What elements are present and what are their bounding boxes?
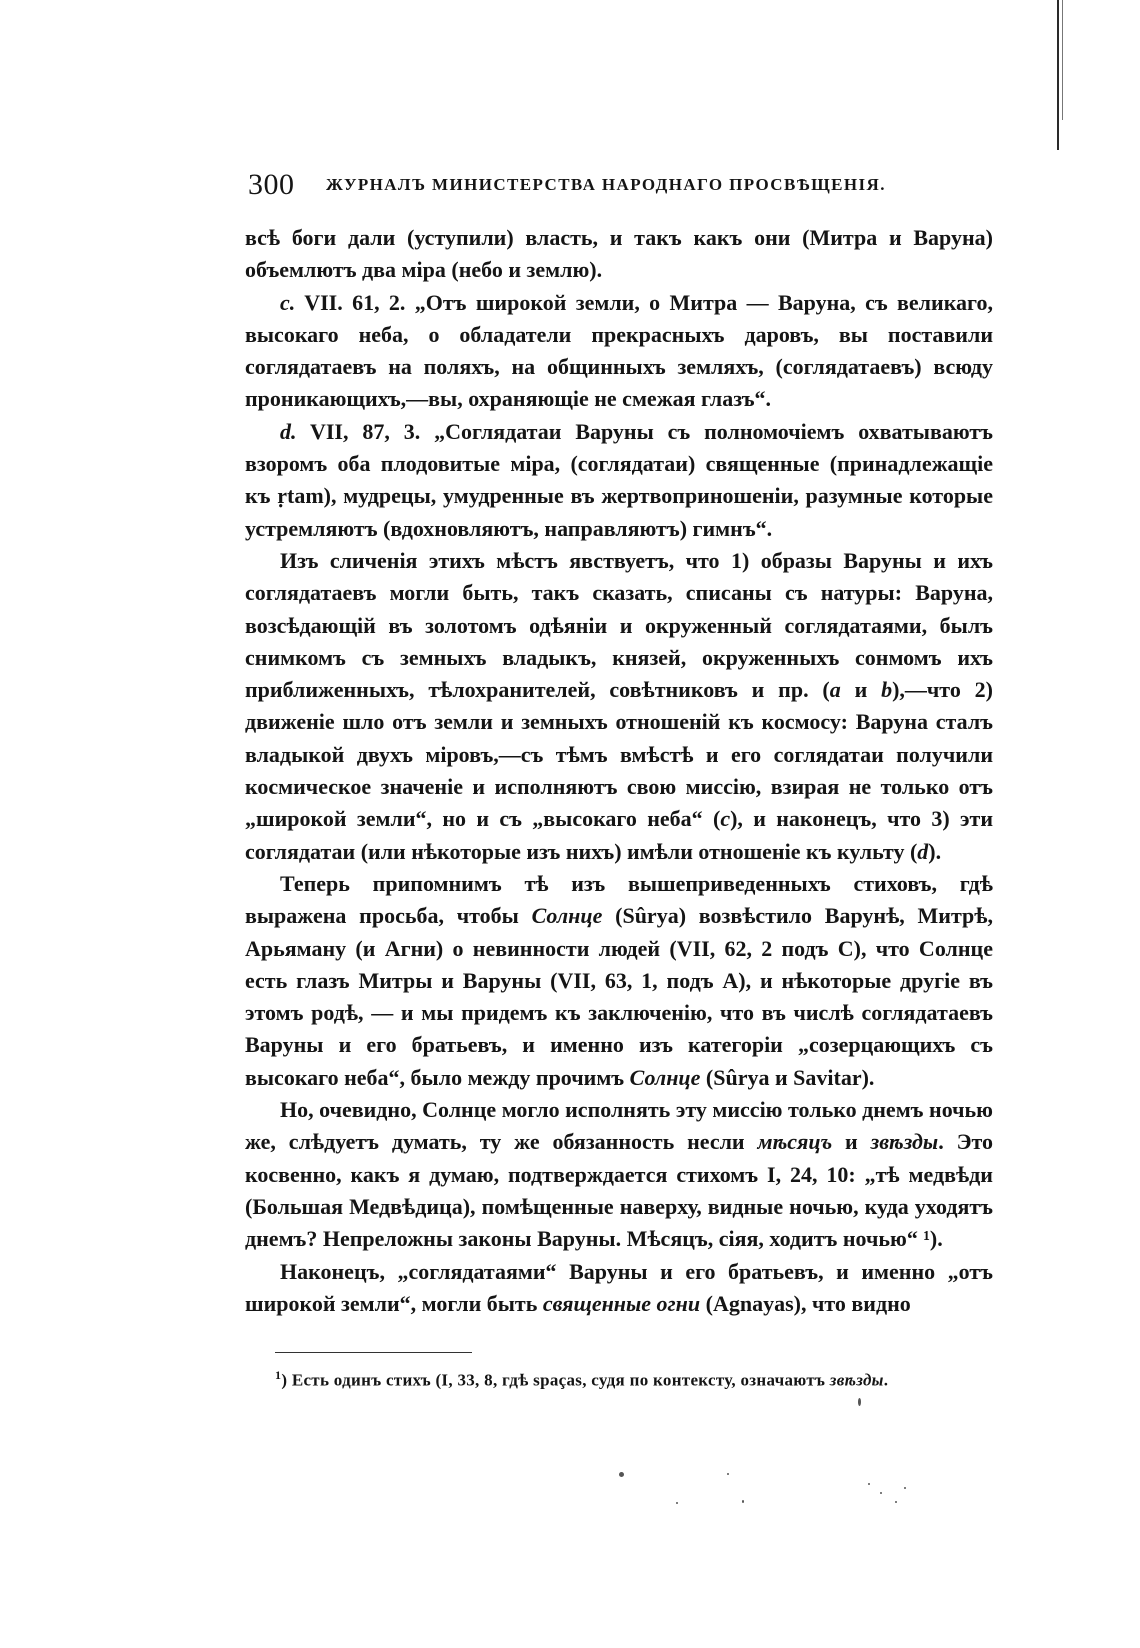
italic-term: мѣсяцъ (757, 1129, 833, 1155)
scan-speck (904, 1487, 906, 1489)
footnote-marker: 1 (275, 1368, 282, 1382)
scan-edge-line-2 (1062, 0, 1063, 120)
italic-term: Солнце (629, 1064, 701, 1090)
paragraph-text: VII. 61, 2. „Отъ широкой земли, о Митра — Варуна, съ великаго, высокаго неба, о обладатели прекрасныхъ даровъ, вы поставили соглядатаевъ на поляхъ, на общинныхъ земляхъ, (соглядатаевъ) всюду проникающихъ,—вы, охраняющіе не смежая глазъ“. (245, 289, 993, 412)
paragraph-text: Изъ сличенія этихъ мѣстъ явствуетъ, что 1) образы Варуны и ихъ соглядатаевъ могли быть, такъ сказать, списаны съ натуры: Варуна, возсѣдающій въ золотомъ одѣяніи и окруженный соглядатаями, былъ снимкомъ съ земныхъ владыкъ, князей, окруженныхъ сонмомъ ихъ приближенныхъ, тѣлохранителей, совѣтниковъ и пр. ( (245, 547, 993, 703)
paragraph (245, 222, 993, 287)
paragraph-text: ). (928, 838, 942, 864)
scan-speck (858, 1398, 861, 1406)
paragraph-text: (Sûrya и Savitar). (700, 1064, 875, 1090)
paragraph (245, 1256, 993, 1321)
italic-term: c. (280, 289, 296, 315)
paragraph-text: Теперь припомнимъ тѣ изъ вышеприведенныхъ стиховъ, гдѣ выражена просьба, чтобы (245, 870, 993, 929)
scan-edge-line (1057, 0, 1059, 150)
scan-speck (895, 1501, 897, 1503)
paragraph-text: . Это косвенно, какъ я думаю, подтверждается стихомъ I, 24, 10: „тѣ медвѣди (Большая Медвѣдица), помѣщенные наверху, видные ночью, куда уходятъ днемъ? Непреложны законы Варуны. Мѣсяцъ, сіяя, ходитъ ночью“ ¹). (245, 1129, 994, 1252)
scan-speck (619, 1472, 624, 1477)
italic-term: Солнце (531, 903, 603, 929)
paragraph (245, 868, 993, 1094)
footnote-text-a: ) Есть одинъ стихъ (I, 33, 8, гдѣ spaças, судя по контексту, означаютъ (281, 1370, 830, 1390)
main-text (245, 222, 993, 1320)
paragraph-text: и (840, 677, 882, 703)
footnote-rule (275, 1352, 472, 1353)
italic-term: звѣзды (870, 1129, 939, 1155)
italic-term: d (917, 838, 929, 864)
italic-term: c (720, 806, 731, 832)
paragraph-text: ),—что 2) движеніе шло отъ земли и земныхъ отношеній къ космосу: Варуна сталъ владыкой двухъ міровъ,—съ тѣмъ вмѣстѣ и его соглядатаи получили космическое значеніе и исполняютъ свою миссію, взирая не только отъ „широкой земли“, но и съ „высокаго неба“ ( (245, 677, 993, 832)
scan-speck (676, 1502, 678, 1504)
journal-title: ЖУРНАЛЪ МИНИСТЕРСТВА НАРОДНАГО ПРОСВѢЩЕНІЯ. (326, 175, 886, 194)
paragraph (245, 545, 993, 868)
italic-term: священные огни (542, 1290, 701, 1316)
paragraph-text: (Sûrya) возвѣстило Варунѣ, Митрѣ, Арьяману (и Агни) о невинности людей (VII, 62, 2 подъ С), что Солнце есть глазъ Митры и Варуны (VII, 63, 1, подъ А), и нѣкоторые другіе въ этомъ родѣ, — и мы придемъ къ заключенію, что въ числѣ соглядатаевъ Варуны и его братьевъ, и именно изъ категоріи „созерцающихъ съ высокаго неба“, было между прочимъ (245, 903, 993, 1090)
paragraph-text: Но, очевидно, Солнце могло исполнять эту миссію только днемъ ночью же, слѣдуетъ думать, ту же обязанность несли (245, 1097, 993, 1155)
italic-term: d. (280, 418, 297, 444)
paragraph (245, 416, 993, 545)
paragraph-text: и (832, 1129, 871, 1155)
running-header (248, 168, 993, 202)
paragraph (245, 1094, 993, 1255)
footnote-text-b: звѣзды (829, 1370, 884, 1390)
scan-speck (742, 1500, 744, 1503)
paragraph (245, 287, 993, 416)
footnote-text-c: . (883, 1370, 889, 1390)
scan-speck (880, 1492, 882, 1494)
paragraph-text: всѣ боги дали (уступили) власть, и такъ какъ они (Митра и Варуна) объемлютъ два міра (небо и землю). (245, 225, 993, 283)
scan-speck (727, 1473, 729, 1475)
paragraph-text: (Agnayas), что видно (700, 1290, 911, 1316)
footnote (275, 1368, 995, 1391)
paragraph-text: Наконецъ, „соглядатаями“ Варуны и его братьевъ, и именно „отъ широкой земли“, могли быть (245, 1258, 993, 1316)
paragraph-text: VII, 87, 3. „Соглядатаи Варуны съ полномочіемъ охватываютъ взоромъ оба плодовитые міра, (соглядатаи) священные (принадлежащіе къ ṛtam), мудрецы, умудренные въ жертвоприношеніи, разумные которые устремляютъ (вдохновляютъ, направляютъ) гимнъ“. (245, 418, 993, 541)
italic-term: b (881, 677, 893, 703)
scan-speck (868, 1483, 870, 1485)
page-number: 300 (248, 168, 295, 201)
italic-term: a (829, 677, 841, 703)
paragraph-text: ), и наконецъ, что 3) эти соглядатаи (или нѣкоторые изъ нихъ) имѣли отношеніе къ культу ( (245, 806, 993, 864)
